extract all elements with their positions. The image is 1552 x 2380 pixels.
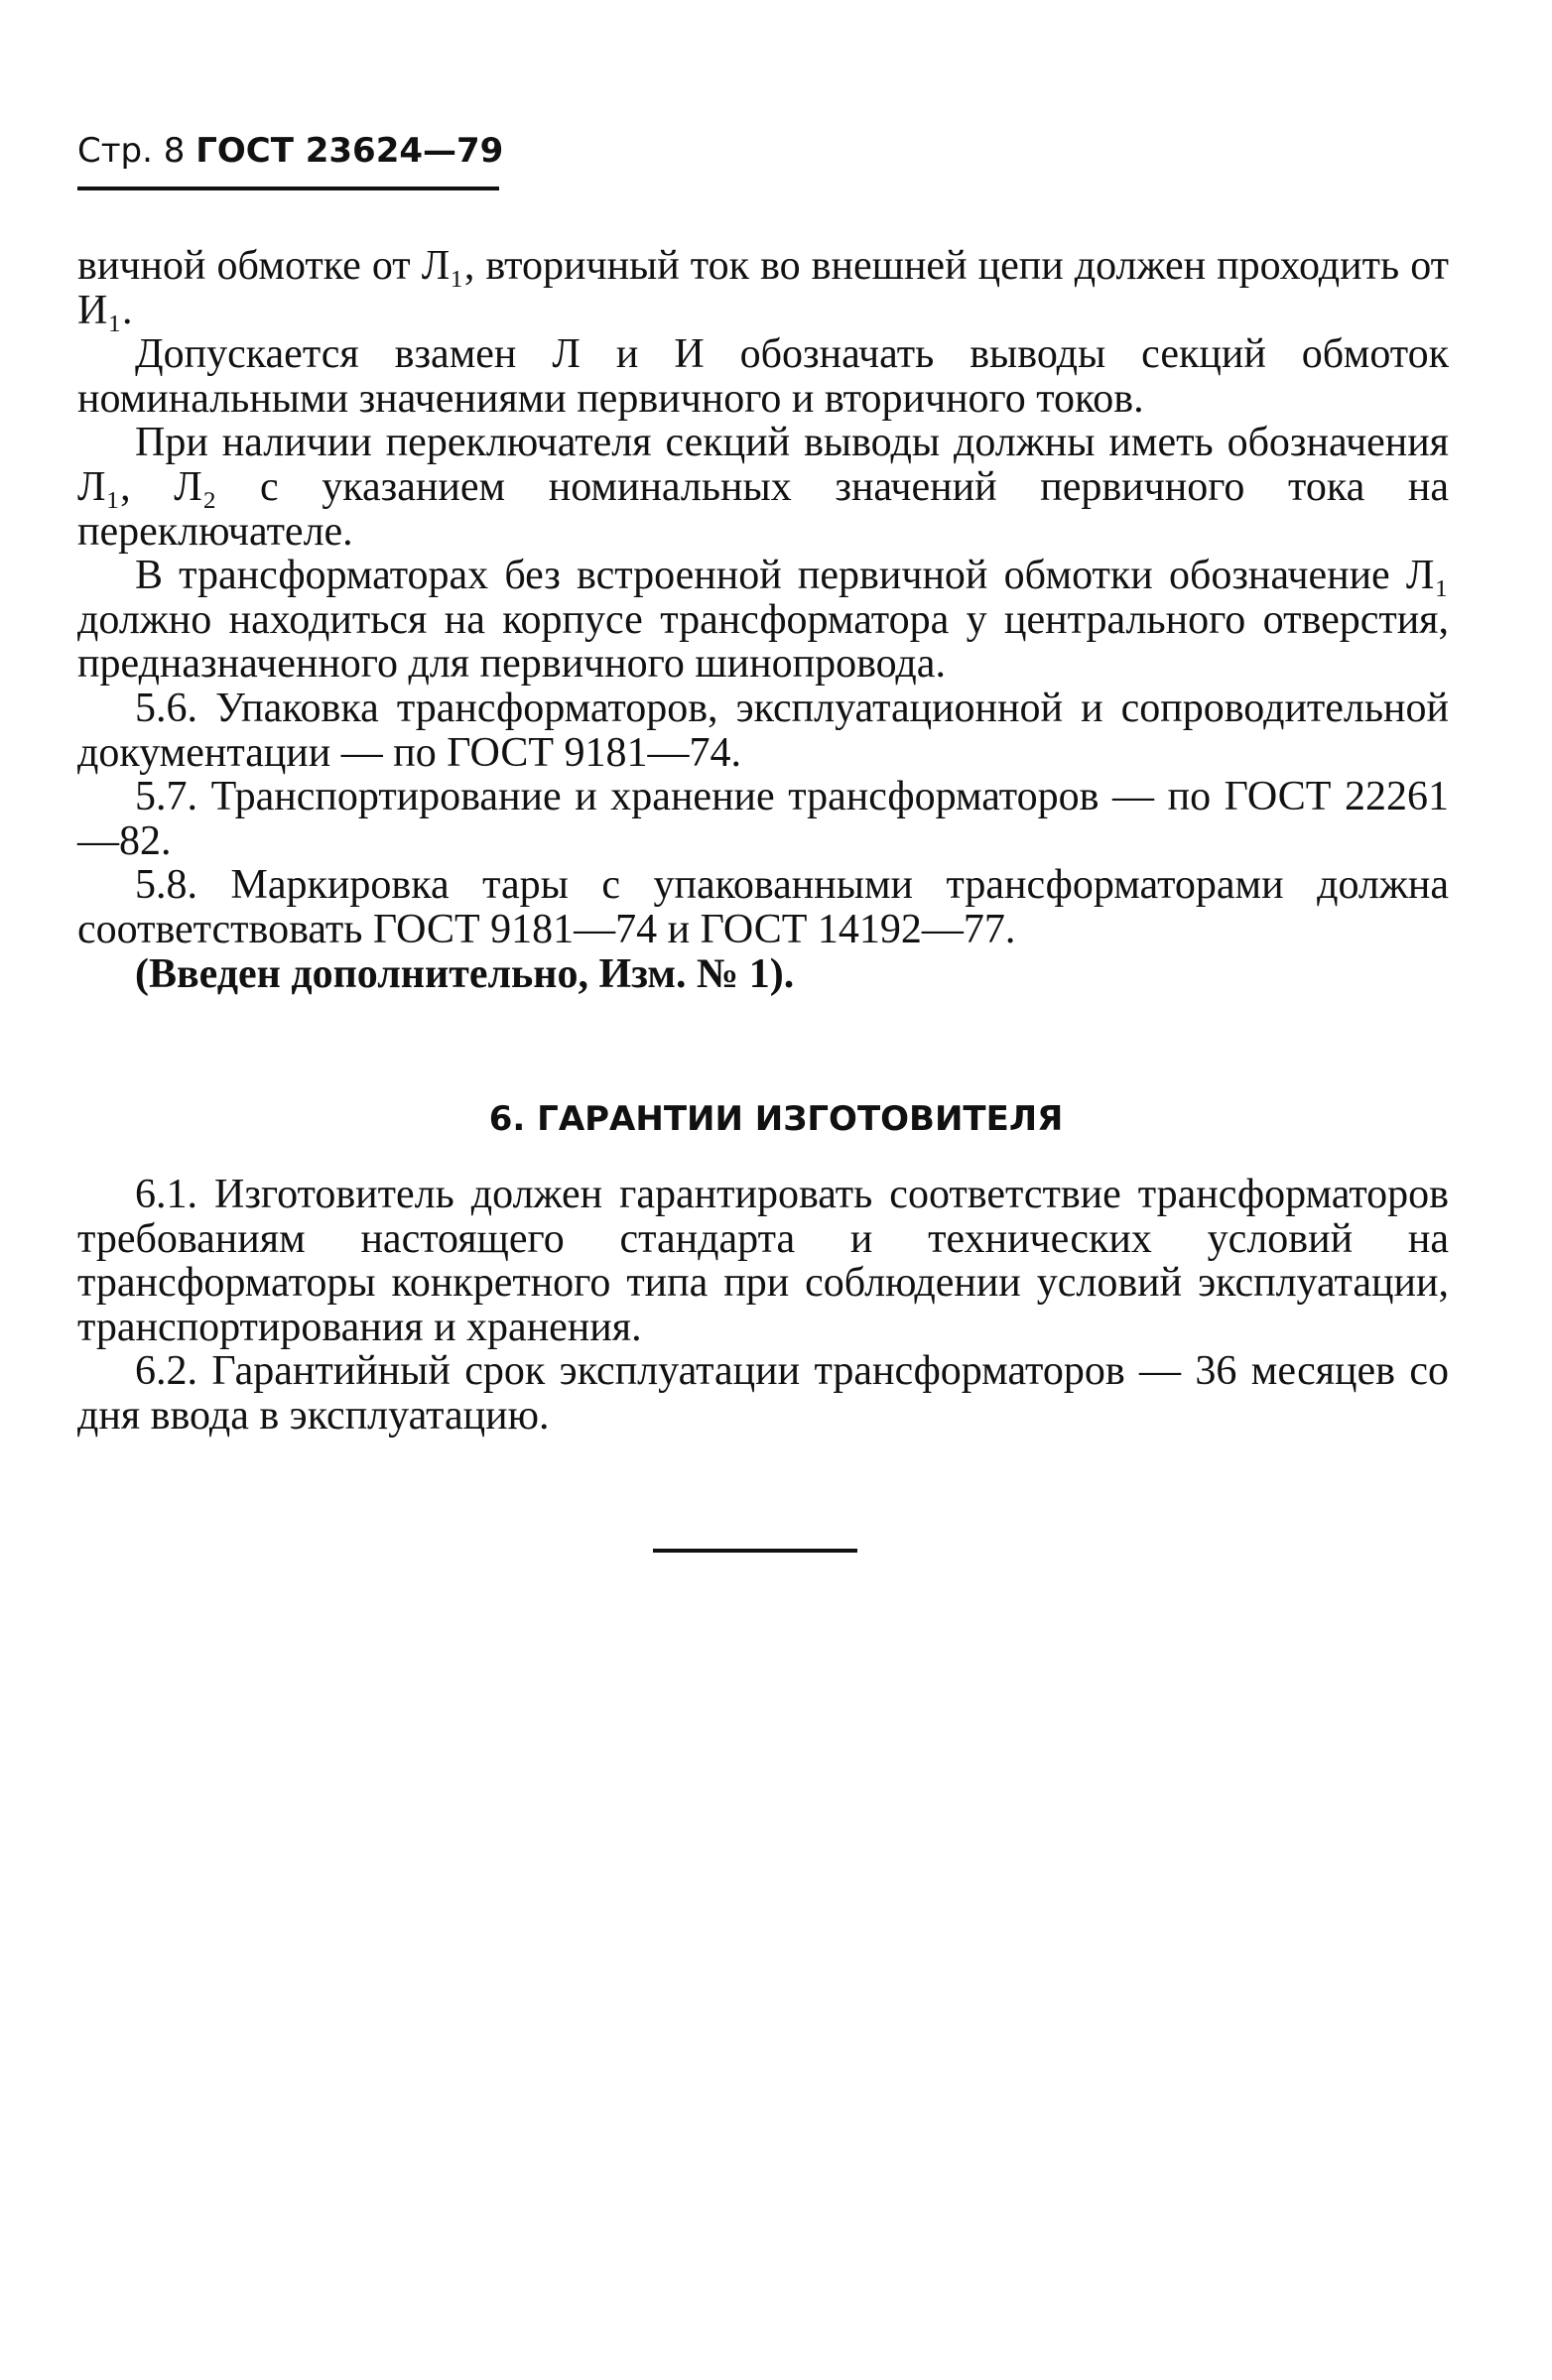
standard-id: ГОСТ 23624—79 [195,131,504,171]
clause-6-1: 6.1. Изготовитель должен гарантировать соответствие трансформаторов требованиям настоящего стандарта и технических условий на трансформаторы конкретного типа при соблюдении условий эксплуатации, транспортирования и хранения. [77,1172,1449,1350]
paragraph-no-primary-winding: В трансформаторах без встроенной первичной обмотки обозначение Л₁ должно находиться на корпусе трансформатора у центрального отверстия, предназначенного для первичного шинопровода. [77,553,1449,688]
header-rule [77,187,499,190]
section-heading: 6. ГАРАНТИИ ИЗГОТОВИТЕЛЯ [488,1099,1064,1139]
clause-6-2: 6.2. Гарантийный срок эксплуатации трансформаторов — 36 месяцев со дня ввода в эксплуатацию. [77,1348,1449,1439]
paragraph-switch-marking: При наличии переключателя секций выводы должны иметь обозначения Л₁, Л₂ с указанием номинальных значений первичного тока на переключателе. [77,420,1449,555]
paragraph-continuation: вичной обмотке от Л₁, вторичный ток во внешней цепи должен проходить от И₁. [77,243,1449,333]
clause-5-7: 5.7. Транспортирование и хранение трансформаторов — по ГОСТ 22261—82. [77,774,1449,864]
paragraph-marking-substitution: Допускается взамен Л и И обозначать выводы секций обмоток номинальными значениями первичного и вторичного токов. [77,331,1449,422]
page-number: Стр. 8 [77,131,186,171]
clause-5-6: 5.6. Упаковка трансформаторов, эксплуатационной и сопроводительной документации — по ГОСТ 9181—74. [77,685,1449,776]
section-6-body [77,1173,1449,1439]
body-text [77,244,1449,996]
end-rule [653,1549,857,1553]
clause-5-8: 5.8. Маркировка тары с упакованными трансформаторами должна соответствовать ГОСТ 9181—74 и ГОСТ 14192—77. [77,862,1449,952]
page-header [77,131,503,171]
amendment-note: (Введен дополнительно, Изм. № 1). [135,950,795,997]
